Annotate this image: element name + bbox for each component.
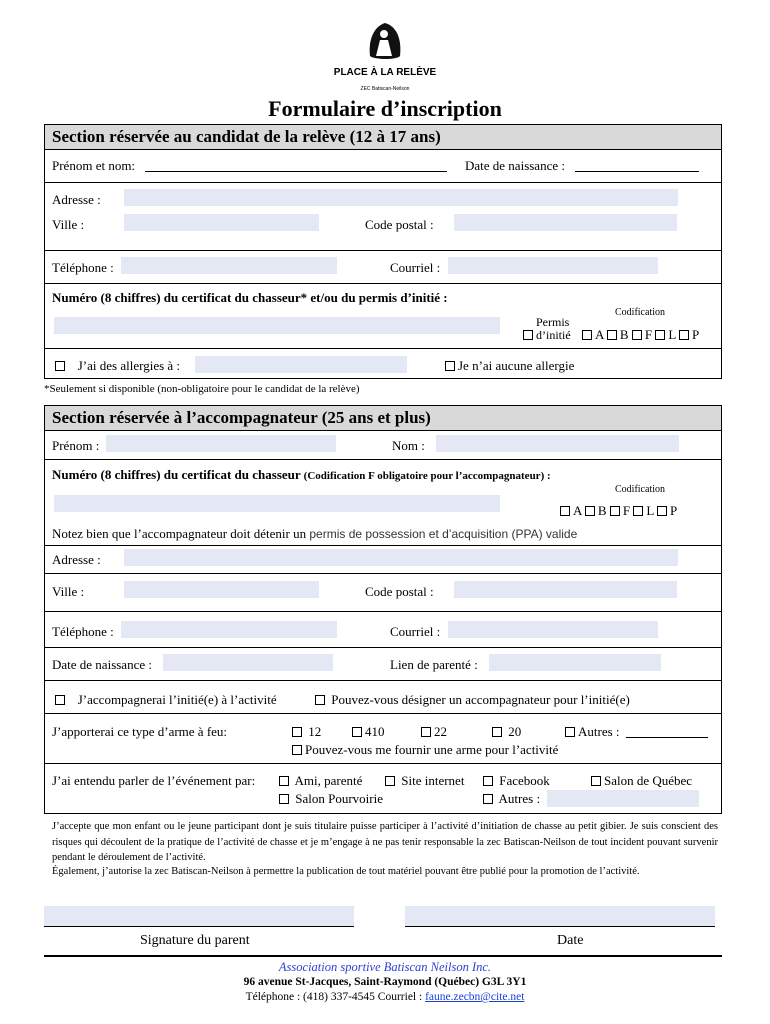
signature-label: Signature du parent <box>140 933 250 948</box>
consent-text-2: Également, j’autorise la zec Batiscan-Neilson à permettre la publication de tout matériel pouvant être publié pour la promotion de l’activité. <box>52 866 640 877</box>
checkbox-icon <box>523 330 533 340</box>
adult-cert-label: Numéro (8 chiffres) du certificat du chasseur (Codification F obligatoire pour l’accompagnateur) : <box>52 467 551 482</box>
adult-phone-field[interactable] <box>121 621 337 638</box>
adult-city-label: Ville : <box>52 584 85 599</box>
footer-contact: Téléphone : (418) 337-4545 Courriel : faune.zecbn@cite.net <box>245 991 525 1003</box>
youth-postal-label: Code postal : <box>365 217 434 232</box>
checkbox-icon <box>385 776 395 786</box>
adult-phone-label: Téléphone : <box>52 624 114 639</box>
checkbox-icon <box>55 695 65 705</box>
signature-field[interactable] <box>44 906 354 926</box>
adult-email-label: Courriel : <box>390 624 441 639</box>
adult-code-option-l[interactable]: L <box>633 503 657 518</box>
signature-line <box>44 926 354 927</box>
code-option-l[interactable]: L <box>655 327 679 342</box>
checkbox-icon <box>582 330 592 340</box>
checkbox-icon <box>292 727 302 737</box>
adult-code-option-f[interactable]: F <box>610 503 633 518</box>
footer-address: 96 avenue St-Jacques, Saint-Raymond (Québec) G3L 3Y1 <box>243 976 527 988</box>
checkbox-icon <box>560 506 570 516</box>
adult-first-label: Prénom : <box>52 438 100 453</box>
adult-birth-field[interactable] <box>163 654 333 671</box>
checkbox-icon <box>292 745 302 755</box>
adult-address-field[interactable] <box>124 549 678 566</box>
heard-option-facebook[interactable]: Facebook <box>483 773 550 788</box>
checkbox-icon <box>445 361 455 371</box>
adult-first-field[interactable] <box>106 435 336 452</box>
adult-code-option-a[interactable]: A <box>560 503 585 518</box>
adult-code-option-p[interactable]: P <box>657 503 677 518</box>
checkbox-icon <box>421 727 431 737</box>
logo <box>330 18 440 98</box>
checkbox-icon <box>55 361 65 371</box>
youth-section <box>44 124 722 379</box>
adult-address-label: Adresse : <box>52 552 101 567</box>
adult-email-field[interactable] <box>448 621 658 638</box>
allergy-option[interactable]: J’ai des allergies à : <box>55 358 180 373</box>
youth-codif-label: Codification <box>615 307 665 318</box>
checkbox-icon <box>585 506 595 516</box>
weapon-other-field[interactable] <box>626 737 708 738</box>
heard-option-salon-quebec[interactable]: Salon de Québec <box>591 773 692 788</box>
checkbox-icon <box>279 794 289 804</box>
youth-phone-label: Téléphone : <box>52 260 114 275</box>
youth-code-options <box>582 327 699 342</box>
adult-postal-field[interactable] <box>454 581 677 598</box>
relation-label: Lien de parenté : <box>390 657 478 672</box>
weapon-option-22[interactable]: 22 <box>421 724 447 739</box>
permis-initie-option[interactable]: d’initié <box>523 328 571 343</box>
heard-option-other[interactable]: Autres : <box>483 791 540 806</box>
youth-email-field[interactable] <box>448 257 658 274</box>
svg-text:ZEC Batiscan-Neilson: ZEC Batiscan-Neilson <box>360 86 410 92</box>
adult-last-label: Nom : <box>392 438 425 453</box>
adult-codif-label: Codification <box>615 484 665 495</box>
weapon-provide-option[interactable]: Pouvez-vous me fournir une arme pour l’activité <box>292 742 558 757</box>
relation-field[interactable] <box>489 654 661 671</box>
checkbox-icon <box>633 506 643 516</box>
youth-section-header: Section réservée au candidat de la relève (12 à 17 ans) <box>45 125 721 150</box>
checkbox-icon <box>279 776 289 786</box>
adult-city-field[interactable] <box>124 581 319 598</box>
designate-option[interactable]: Pouvez-vous désigner un accompagnateur pour l’initié(e) <box>315 692 630 707</box>
checkbox-icon <box>679 330 689 340</box>
heard-label: J’ai entendu parler de l’événement par: <box>52 773 256 788</box>
no-allergy-option[interactable]: Je n’ai aucune allergie <box>445 358 574 373</box>
code-option-f[interactable]: F <box>632 327 655 342</box>
checkbox-icon <box>655 330 665 340</box>
youth-email-label: Courriel : <box>390 260 441 275</box>
checkbox-icon <box>352 727 362 737</box>
weapon-label: J’apporterai ce type d’arme à feu: <box>52 724 228 739</box>
checkbox-icon <box>610 506 620 516</box>
youth-address-label: Adresse : <box>52 192 101 207</box>
checkbox-icon <box>483 794 493 804</box>
adult-postal-label: Code postal : <box>365 584 434 599</box>
adult-code-options <box>560 503 677 518</box>
heard-option-salon-pourvoirie[interactable]: Salon Pourvoirie <box>279 791 383 806</box>
heard-option-website[interactable]: Site internet <box>385 773 464 788</box>
adult-section-header: Section réservée à l’accompagnateur (25 ans et plus) <box>45 406 721 431</box>
checkbox-icon <box>657 506 667 516</box>
youth-cert-field[interactable] <box>54 317 500 334</box>
youth-name-field[interactable] <box>145 171 447 172</box>
allergy-field[interactable] <box>195 356 407 373</box>
adult-section <box>44 405 722 814</box>
youth-postal-field[interactable] <box>454 214 677 231</box>
footer-divider <box>44 955 722 957</box>
consent-text: J’accepte que mon enfant ou le jeune participant dont je suis titulaire puisse participer à l’activité d’initiation de chasse au petit gibier. Je suis conscient des risques qui découlent de la pratique de l’activité de chasse et je m’engage à ne pas tenir responsable la zec Batiscan-Neilson de tout incident pouvant survenir pendant le déroulement de l’activité. <box>52 821 718 863</box>
checkbox-icon <box>607 330 617 340</box>
date-line <box>405 926 715 927</box>
weapon-option-other[interactable]: Autres : <box>565 724 620 739</box>
adult-cert-field[interactable] <box>54 495 500 512</box>
ppa-note: Notez bien que l’accompagnateur doit détenir un permis de possession et d’acquisition (PPA) valide <box>52 526 578 541</box>
date-field[interactable] <box>405 906 715 926</box>
checkbox-icon <box>565 727 575 737</box>
adult-last-field[interactable] <box>436 435 679 452</box>
page-title: Formulaire d’inscription <box>268 96 502 121</box>
code-option-p[interactable]: P <box>679 327 699 342</box>
adult-birth-label: Date de naissance : <box>52 657 152 672</box>
adult-code-option-b[interactable]: B <box>585 503 610 518</box>
youth-birth-field[interactable] <box>575 171 699 172</box>
youth-name-label: Prénom et nom: <box>52 158 136 173</box>
footer-org: Association sportive Batiscan Neilson Inc. <box>278 960 492 974</box>
checkbox-icon <box>315 695 325 705</box>
youth-birth-label: Date de naissance : <box>465 158 565 173</box>
code-option-b[interactable]: B <box>607 327 632 342</box>
youth-phone-field[interactable] <box>121 257 337 274</box>
heard-option-friend[interactable]: Ami, parenté <box>279 773 362 788</box>
weapon-option-20[interactable]: 20 <box>492 724 521 739</box>
weapon-option-12[interactable]: 12 <box>292 724 321 739</box>
footnote: *Seulement si disponible (non-obligatoire pour le candidat de la relève) <box>44 383 360 395</box>
date-label: Date <box>557 933 584 948</box>
youth-city-field[interactable] <box>124 214 319 231</box>
weapon-option-410[interactable]: 410 <box>352 724 385 739</box>
checkbox-icon <box>483 776 493 786</box>
youth-address-field[interactable] <box>124 189 678 206</box>
svg-text:PLACE À LA RELÈVE: PLACE À LA RELÈVE <box>333 67 437 78</box>
youth-cert-label: Numéro (8 chiffres) du certificat du chasseur* et/ou du permis d’initié : <box>52 290 448 305</box>
code-option-a[interactable]: A <box>582 327 607 342</box>
checkbox-icon <box>591 776 601 786</box>
youth-city-label: Ville : <box>52 217 85 232</box>
permis-label: Permis <box>536 315 570 329</box>
checkbox-icon <box>632 330 642 340</box>
accompany-option[interactable]: J’accompagnerai l’initié(e) à l’activité <box>55 692 277 707</box>
footer-email-link[interactable]: faune.zecbn@cite.net <box>425 991 525 1003</box>
checkbox-icon <box>492 727 502 737</box>
heard-other-field[interactable] <box>547 790 699 807</box>
